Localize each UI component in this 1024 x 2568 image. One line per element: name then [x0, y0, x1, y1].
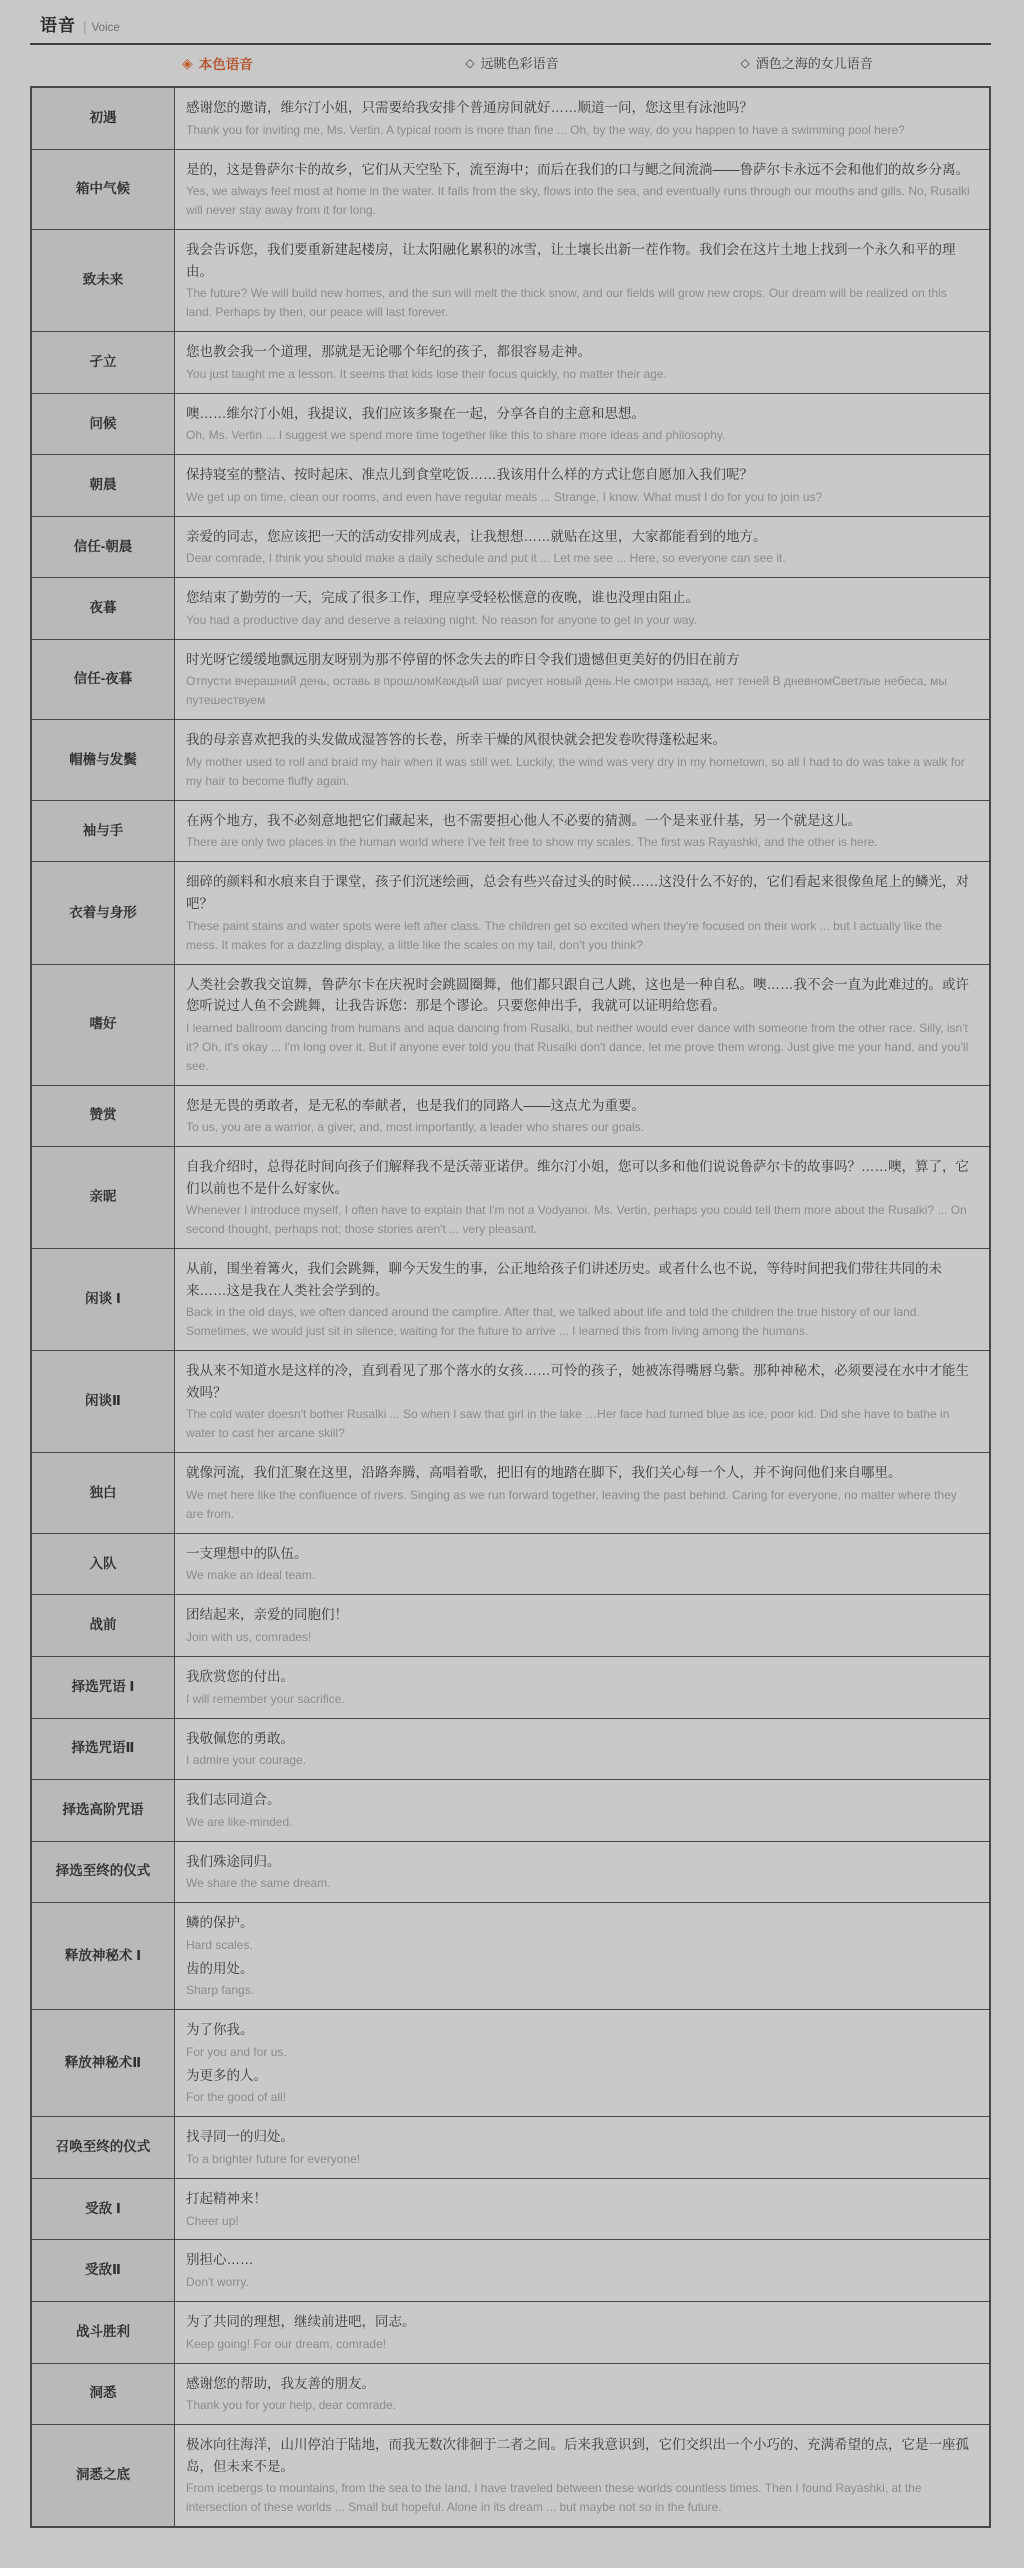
voice-line-translation: Yes, we always feel most at home in the water. It falls from the sky, flows into the sea, and eventually runs through our mouths and gills. No, Rusalki will never stay away from it for long. — [186, 184, 970, 218]
voice-line-chinese: 我们志同道合。 — [186, 1792, 281, 1808]
table-row — [32, 149, 989, 230]
table-row — [32, 1085, 989, 1147]
voice-line-translation: Hard scales. — [186, 1937, 253, 1952]
voice-line-translation: You had a productive day and deserve a relaxing night. No reason for anyone to get in your way. — [186, 612, 697, 627]
voice-line-translation: Thank you for your help, dear comrade. — [186, 2398, 397, 2413]
table-row — [32, 719, 989, 800]
row-label: 帽檐与发鬓 — [32, 720, 175, 800]
voice-line-chinese: 鳞的保护。 — [186, 1915, 254, 1931]
row-label: 择选高阶咒语 — [32, 1780, 175, 1841]
row-label: 箱中气候 — [32, 150, 175, 230]
voice-line-translation: Whenever I introduce myself, I often have to explain that I'm not a Vodyanoi. Ms. Vertin, perhaps you could tell them more about the Rusalki? ... On second thought, perhaps not; those stories aren't ... very pleasant. — [186, 1203, 967, 1237]
voice-line-chinese: 从前，围坐着篝火，我们会跳舞，聊今天发生的事，公正地给孩子们讲述历史。或者什么也不说，等待时间把我们带往共同的未来……这是我在人类社会学到的。 — [186, 1261, 942, 1298]
voice-line-translation: You just taught me a lesson. It seems that kids lose their focus quickly, no matter their age. — [186, 366, 667, 381]
voice-line-chinese: 自我介绍时，总得花时间向孩子们解释我不是沃蒂亚诺伊。维尔汀小姐，您可以多和他们说说鲁萨尔卡的故事吗？……噢，算了，它们以前也不是什么好家伙。 — [186, 1159, 969, 1196]
voice-line-chinese: 我敬佩您的勇敢。 — [186, 1730, 294, 1746]
row-label: 信任-朝晨 — [32, 517, 175, 578]
voice-line-chinese: 为更多的人。 — [186, 2067, 267, 2083]
voice-line-translation: Отпусти вчерашний день, оставь в прошломКаждый шаг рисует новый день.Не смотри назад, нет теней В дневномСветлые небеса, мы путешествуем — [186, 674, 947, 708]
table-row — [32, 1718, 989, 1780]
voice-line-chinese: 打起精神来！ — [186, 2190, 267, 2206]
table-row — [32, 454, 989, 516]
voice-line-cell — [175, 1534, 989, 1595]
voice-line-chinese: 别担心…… — [186, 2252, 254, 2268]
voice-line-chinese: 极冰向往海洋，山川停泊于陆地，而我无数次徘徊于二者之间。后来我意识到，它们交织出一个小巧的、充满希望的点，它是一座孤岛，但未来不是。 — [186, 2437, 969, 2474]
voice-line-cell — [175, 1780, 989, 1841]
row-label: 初遇 — [32, 88, 175, 149]
voice-line-chinese: 感谢您的帮助，我友善的朋友。 — [186, 2375, 375, 2391]
row-label: 闲谈 Ⅰ — [32, 1249, 175, 1350]
voice-line-cell — [175, 150, 989, 230]
table-row — [32, 577, 989, 639]
table-row — [32, 1779, 989, 1841]
voice-line-chinese: 我们殊途同归。 — [186, 1853, 281, 1869]
voice-line-translation: For the good of all! — [186, 2090, 287, 2105]
voice-line-cell — [175, 455, 989, 516]
tab-label: 本色语音 — [198, 57, 253, 72]
table-row — [32, 2424, 989, 2526]
table-row — [32, 861, 989, 963]
voice-line-translation: We share the same dream. — [186, 1876, 331, 1891]
row-label: 战前 — [32, 1595, 175, 1656]
voice-line-chinese: 时光呀它缓缓地飘远朋友呀别为那不停留的怀念失去的昨日令我们遗憾但更美好的仍旧在前方 — [186, 651, 740, 667]
page-subtitle: Voice — [91, 22, 120, 34]
table-row — [32, 1902, 989, 2009]
page-header — [0, 0, 1024, 36]
tab-label: 远眺色彩语音 — [480, 56, 559, 71]
row-label: 受敌 Ⅰ — [32, 2179, 175, 2240]
voice-line-chinese: 我欣赏您的付出。 — [186, 1668, 294, 1684]
voice-line-translation: There are only two places in the human world where I've felt free to show my scales. The first was Rayashki, and the other is here. — [186, 835, 878, 850]
voice-line-chinese: 我的母亲喜欢把我的头发做成湿答答的长卷，所幸干燥的风很快就会把发卷吹得蓬松起来。 — [186, 732, 726, 748]
voice-line-cell — [175, 862, 989, 963]
voice-line-cell — [175, 1595, 989, 1656]
table-row — [32, 516, 989, 578]
voice-line-translation: Cheer up! — [186, 2213, 239, 2228]
voice-line-cell — [175, 2117, 989, 2178]
voice-line-chinese: 为了共同的理想，继续前进吧，同志。 — [186, 2314, 416, 2329]
tab-voice-2[interactable] — [659, 54, 954, 75]
voice-line-translation: To a brighter future for everyone! — [186, 2151, 361, 2166]
row-label: 袖与手 — [32, 801, 175, 862]
voice-line-translation: These paint stains and water spots were left after class. The children get so excited when they're focused on their work ... but I actually like the mess. It makes for a dazzling display, a little like the scales on my tail, don't you think? — [186, 918, 942, 952]
table-row — [32, 1146, 989, 1248]
voice-line-cell — [175, 965, 989, 1085]
voice-line-chinese: 您是无畏的勇敢者，是无私的奉献者，也是我们的同路人——这点尤为重要。 — [186, 1097, 645, 1113]
table-row — [32, 331, 989, 393]
voice-table — [30, 86, 991, 2528]
voice-line-cell — [175, 2010, 989, 2116]
table-row — [32, 2178, 989, 2240]
voice-line-translation: The cold water doesn't bother Rusalki ... So when I saw that girl in the lake …Her face had turned blue as ice, poor kid. Did she have to bathe in water to cast her arcane skill? — [186, 1407, 950, 1441]
voice-line-cell — [175, 1249, 989, 1350]
voice-line-translation: I will remember your sacrifice. — [186, 1691, 345, 1706]
row-label: 衣着与身形 — [32, 862, 175, 963]
header-divider — [30, 43, 991, 45]
table-row — [32, 1594, 989, 1656]
voice-line-chinese: 我从来不知道水是这样的冷，直到看见了那个落水的女孩……可怜的孩子，她被冻得嘴唇乌紫。那种神秘术，必须要浸在水中才能生效吗？ — [186, 1363, 969, 1400]
row-label: 召唤至终的仪式 — [32, 2117, 175, 2178]
voice-line-chinese: 找寻同一的归处。 — [186, 2129, 294, 2145]
row-label: 夜暮 — [32, 578, 175, 639]
table-row — [32, 1452, 989, 1533]
voice-line-cell — [175, 2179, 989, 2240]
row-label: 释放神秘术 Ⅰ — [32, 1903, 175, 2009]
voice-line-translation: Don't worry. — [186, 2275, 249, 2290]
table-row — [32, 1350, 989, 1452]
row-label: 亲昵 — [32, 1147, 175, 1248]
row-label: 入队 — [32, 1534, 175, 1595]
voice-line-chinese: 为了你我。 — [186, 2022, 254, 2038]
voice-line-translation: Back in the old days, we often danced around the campfire. After that, we talked about life and told the children the true history of our land. Sometimes, we would just sit in silence, waiting for the future to arrive ... I learned this from living among the humans. — [186, 1305, 920, 1339]
voice-line-chinese: 我会告诉您，我们要重新建起楼房，让太阳融化累积的冰雪，让土壤长出新一茬作物。我们会在这片土地上找到一个永久和平的理由。 — [186, 242, 956, 279]
voice-line-chinese: 您也教会我一个道理，那就是无论哪个年纪的孩子，都很容易走神。 — [186, 344, 591, 360]
voice-line-cell — [175, 394, 989, 455]
hollow-diamond-icon: ◇ — [740, 56, 750, 70]
table-row — [32, 639, 989, 720]
table-row — [32, 1841, 989, 1903]
table-row — [32, 2116, 989, 2178]
voice-line-chinese: 齿的用处。 — [186, 1960, 254, 1976]
voice-line-cell — [175, 2425, 989, 2526]
row-label: 择选咒语 Ⅰ — [32, 1657, 175, 1718]
hollow-diamond-icon: ◇ — [465, 56, 475, 70]
voice-line-chinese: 细碎的颜料和水痕来自于课堂，孩子们沉迷绘画，总会有些兴奋过头的时候……这没什么不好的，它们看起来很像鱼尾上的鳞光，对吧？ — [186, 874, 969, 912]
voice-line-translation: From icebergs to mountains, from the sea to the land, I have traveled between these worlds countless times. Then I found Rayashki, at the intersection of these worlds ... Small but hopeful. Alone in its dream ... but maybe not so in the future. — [186, 2481, 922, 2515]
voice-line-translation: My mother used to roll and braid my hair when it was still wet. Luckily, the wind was very dry in my hometown, so all I had to do was take a walk for my hair to become fluffy again. — [186, 754, 965, 788]
voice-line-translation: Join with us, comrades! — [186, 1630, 312, 1645]
table-row — [32, 2363, 989, 2425]
row-label: 择选至终的仪式 — [32, 1842, 175, 1903]
row-label: 受敌Ⅱ — [32, 2240, 175, 2301]
voice-line-cell — [175, 1453, 989, 1533]
voice-line-cell — [175, 230, 989, 331]
voice-line-translation: We get up on time, clean our rooms, and even have regular meals ... Strange, I know. What must I do for you to join us? — [186, 489, 823, 504]
table-row — [32, 229, 989, 331]
table-row — [32, 1248, 989, 1350]
voice-line-translation: Thank you for inviting me, Ms. Vertin. A typical room is more than fine ... Oh, by the way, do you happen to have a swimming pool here? — [186, 122, 905, 137]
title-separator: | — [83, 18, 87, 34]
table-row — [32, 1533, 989, 1595]
voice-line-cell — [175, 720, 989, 800]
voice-line-translation: I admire your courage. — [186, 1753, 307, 1768]
voice-line-translation: We are like-minded. — [186, 1814, 293, 1829]
voice-line-chinese: 保持寝室的整洁、按时起床、准点儿到食堂吃饭……我该用什么样的方式让您自愿加入我们呢？ — [186, 467, 753, 483]
voice-line-cell — [175, 801, 989, 862]
voice-line-translation: I learned ballroom dancing from humans and aqua dancing from Rusalki, but neither would ever dance with someone from the other race. Silly, isn't it? Oh, it's okay ... I'm long over it. But if anyone ever told you that Rusalki don't dance, let me prove them wrong. Just give me your hand, and you'll see. — [186, 1020, 969, 1073]
voice-line-chinese: 您结束了勤劳的一天，完成了很多工作，理应享受轻松惬意的夜晚，谁也没理由阻止。 — [186, 590, 699, 606]
voice-line-cell — [175, 1842, 989, 1903]
voice-line-cell — [175, 2364, 989, 2425]
row-label: 闲谈Ⅱ — [32, 1351, 175, 1452]
row-label: 朝晨 — [32, 455, 175, 516]
table-row — [32, 2301, 989, 2363]
table-row — [32, 2009, 989, 2116]
voice-line-cell — [175, 578, 989, 639]
voice-line-cell — [175, 1657, 989, 1718]
voice-line-cell — [175, 640, 989, 720]
voice-line-cell — [175, 2302, 989, 2363]
page-title: 语音 — [40, 16, 76, 35]
voice-line-chinese: 是的，这是鲁萨尔卡的故乡，它们从天空坠下，流至海中；而后在我们的口与鳃之间流淌——鲁萨尔卡永远不会和他们的故乡分离。 — [186, 161, 969, 177]
tab-label: 酒色之海的女儿语音 — [755, 56, 873, 71]
voice-line-cell — [175, 1147, 989, 1248]
voice-line-translation: For you and for us. — [186, 2044, 287, 2059]
voice-line-chinese: 亲爱的同志，您应该把一天的活动安排列成表，让我想想……就贴在这里，大家都能看到的地方。 — [186, 528, 767, 544]
voice-line-chinese: 就像河流，我们汇聚在这里，沿路奔腾，高唱着歌，把旧有的地踏在脚下，我们关心每一个人，并不询问他们来自哪里。 — [186, 1465, 902, 1481]
voice-line-translation: The future? We will build new homes, and the sun will melt the thick snow, and our fields will grow new crops. Our dream will be realized on this land. Perhaps by then, our peace will last forever. — [186, 286, 947, 320]
voice-line-cell — [175, 1086, 989, 1147]
row-label: 释放神秘术Ⅱ — [32, 2010, 175, 2116]
voice-line-translation: We met here like the confluence of rivers. Singing as we run forward together, leaving the past behind. Caring for everyone, no matter where they are from. — [186, 1487, 957, 1521]
voice-line-translation: Dear comrade, I think you should make a daily schedule and put it ... Let me see ... Here, so everyone can see it. — [186, 551, 786, 566]
voice-line-translation: Sharp fangs. — [186, 1983, 255, 1998]
table-row — [32, 964, 989, 1085]
voice-tabs — [30, 54, 994, 75]
row-label: 洞悉 — [32, 2364, 175, 2425]
row-label: 战斗胜利 — [32, 2302, 175, 2363]
filled-diamond-icon: ◈ — [181, 55, 193, 71]
voice-line-chinese: 噢……维尔汀小姐，我提议，我们应该多聚在一起，分享各自的主意和思想。 — [186, 405, 645, 421]
table-row — [32, 1656, 989, 1718]
row-label: 赞赏 — [32, 1086, 175, 1147]
voice-line-chinese: 感谢您的邀请，维尔汀小姐，只需要给我安排个普通房间就好……顺道一问，您这里有泳池吗？ — [186, 100, 753, 115]
row-label: 致未来 — [32, 230, 175, 331]
voice-line-cell — [175, 1903, 989, 2009]
voice-line-chinese: 一支理想中的队伍。 — [186, 1545, 308, 1561]
voice-line-cell — [175, 332, 989, 393]
voice-line-chinese: 在两个地方，我不必刻意地把它们藏起来，也不需要担心他人不必要的猜测。一个是来亚什基，另一个就是这儿。 — [186, 812, 861, 828]
row-label: 嗜好 — [32, 965, 175, 1085]
voice-line-translation: Keep going! For our dream, comrade! — [186, 2336, 387, 2351]
voice-line-cell — [175, 517, 989, 578]
table-row — [32, 800, 989, 862]
voice-line-cell — [175, 2240, 989, 2301]
voice-line-cell — [175, 1719, 989, 1780]
row-label: 问候 — [32, 394, 175, 455]
voice-line-translation: Oh, Ms. Vertin ... I suggest we spend more time together like this to share more ideas and philosophy. — [186, 428, 726, 443]
row-label: 洞悉之底 — [32, 2425, 175, 2526]
voice-line-translation: To us, you are a warrior, a giver, and, most importantly, a leader who shares our goals. — [186, 1120, 645, 1135]
table-row — [32, 88, 989, 149]
table-row — [32, 2239, 989, 2301]
tab-voice-1[interactable] — [365, 54, 660, 75]
row-label: 信任-夜暮 — [32, 640, 175, 720]
tab-voice-0[interactable] — [70, 54, 365, 75]
row-label: 择选咒语Ⅱ — [32, 1719, 175, 1780]
row-label: 独白 — [32, 1453, 175, 1533]
voice-line-chinese: 团结起来，亲爱的同胞们！ — [186, 1607, 348, 1623]
voice-line-chinese: 人类社会教我交谊舞，鲁萨尔卡在庆祝时会跳圆圈舞，他们都只跟自己人跳，这也是一种自私。噢……我不会一直为此难过的。或许您听说过人鱼不会跳舞，让我告诉您：那是个谬论。只要您伸出手，我就可以证明给您看。 — [186, 976, 969, 1014]
voice-line-cell — [175, 1351, 989, 1452]
voice-line-translation: We make an ideal team. — [186, 1568, 316, 1583]
row-label: 孑立 — [32, 332, 175, 393]
table-row — [32, 393, 989, 455]
voice-line-cell — [175, 88, 989, 149]
